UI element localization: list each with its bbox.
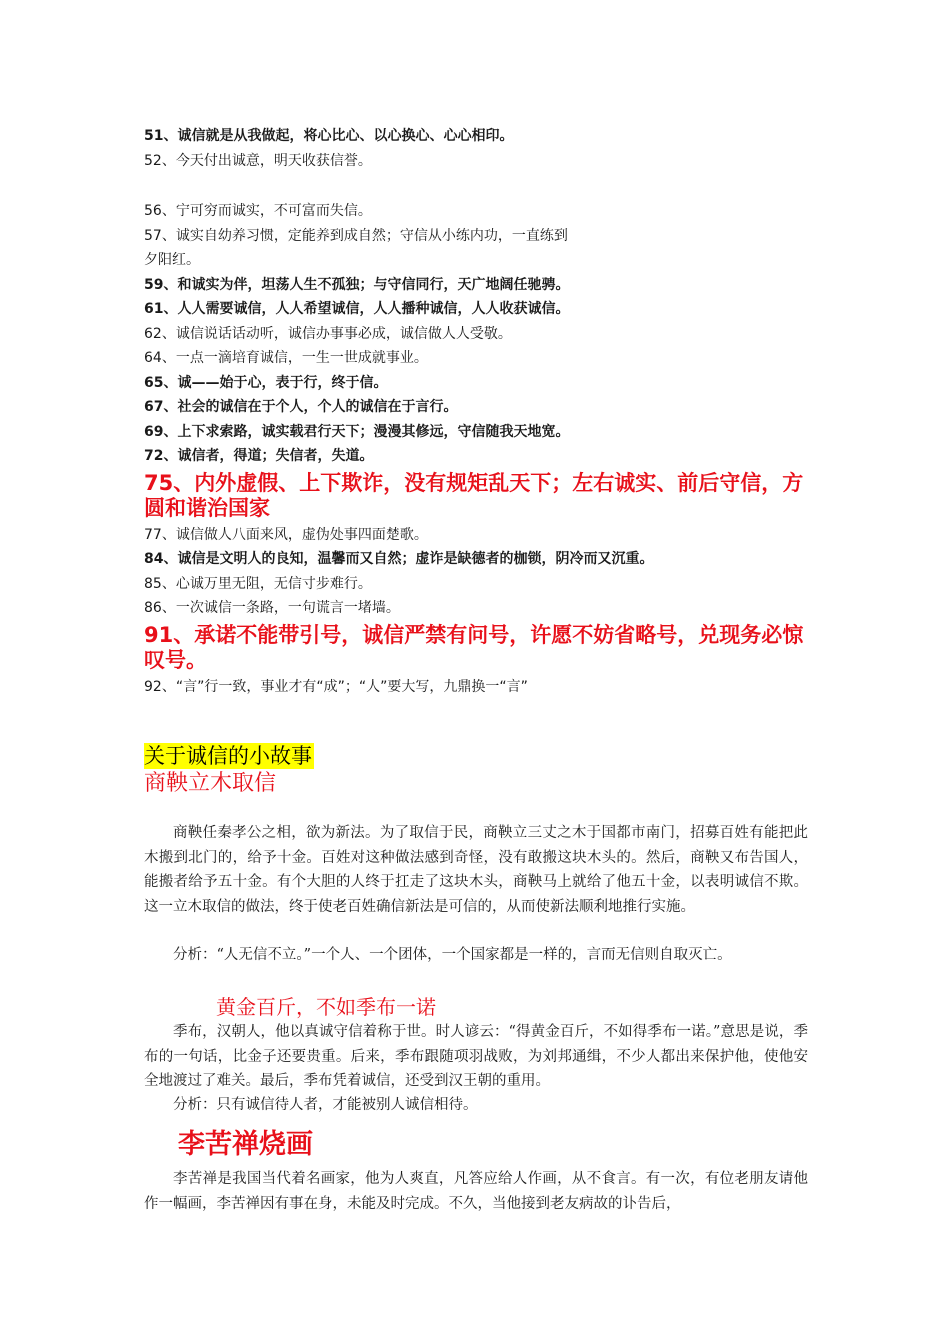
- slogan-line: 56、宁可穷而诚实，不可富而失信。: [144, 203, 372, 219]
- slogan-line: 72、诚信者，得道；失信者，失道。: [144, 448, 374, 464]
- story-analysis-jibu: 分析：只有诚信待人者，才能被别人诚信相待。: [173, 1097, 478, 1113]
- slogan-line: 92、“言”行一致，事业才有“成”；“人”要大写，九鼎换一“言”: [144, 678, 528, 695]
- slogan-line: 57、诚实自幼养习惯，定能养到成自然；守信从小练内功，一直练到: [144, 227, 568, 244]
- story-title-jibu: 黄金百斤，不如季布一诺: [216, 995, 436, 1019]
- slogan-line: 77、诚信做人八面来风，虚伪处事四面楚歌。: [144, 526, 428, 543]
- slogan-line: 59、和诚实为伴，坦荡人生不孤独；与守信同行，天广地阔任驰骋。: [144, 276, 570, 293]
- slogan-line: 夕阳红。: [144, 252, 200, 268]
- slogan-line: 86、一次诚信一条路，一句谎言一堵墙。: [144, 600, 400, 616]
- slogan-line: 67、社会的诚信在于个人，个人的诚信在于言行。: [144, 399, 458, 415]
- story-analysis-shangyang: 分析：“人无信不立。”一个人、一个团体，一个国家都是一样的，言而无信则自取灭亡。: [173, 947, 732, 963]
- story-paragraph-likuchan: 李苦禅是我国当代着名画家，他为人爽直，凡答应给人作画，从不食言。有一次，有位老朋友请他作一幅画，李苦禅因有事在身，未能及时完成。不久，当他接到老友病故的讣告后，: [144, 1171, 808, 1212]
- slogan-line: 51、诚信就是从我做起，将心比心、以心换心、心心相印。: [144, 128, 514, 144]
- slogan-line: 52、今天付出诚意，明天收获信誉。: [144, 152, 372, 169]
- slogan-list: [144, 124, 814, 699]
- slogan-line: 62、诚信说话话动听，诚信办事事必成，诚信做人人受敬。: [144, 325, 512, 342]
- slogan-line: 64、一点一滴培育诚信，一生一世成就事业。: [144, 350, 428, 366]
- highlight-slogan-line: 91、承诺不能带引号，诚信严禁有问号，许愿不妨省略号，兑现务必惊叹号。: [144, 622, 804, 672]
- story-title-shangyang: 商鞅立木取信: [144, 771, 277, 796]
- section-title: 关于诚信的小故事: [144, 744, 312, 768]
- story-paragraph-shangyang: 商鞅任秦孝公之相，欲为新法。为了取信于民，商鞅立三丈之木于国都市南门，招募百姓有能把此木搬到北门的，给予十金。百姓对这种做法感到奇怪，没有敢搬这块木头的。然后，商鞅又布告国人，能搬者给予五十金。有个大胆的人终于扛走了这块木头，商鞅马上就给了他五十金，以表明诚信不欺。这一立木取信的做法，终于使老百姓确信新法是可信的，从而使新法顺利地推行实施。: [144, 825, 808, 915]
- slogan-line: 84、诚信是文明人的良知，温馨而又自然；虚诈是缺德者的枷锁，阴冷而又沉重。: [144, 551, 654, 567]
- slogan-line: 65、诚——始于心，表于行，终于信。: [144, 374, 388, 391]
- slogan-line: 69、上下求索路，诚实载君行天下；漫漫其修远，守信随我天地宽。: [144, 423, 570, 440]
- slogan-line: 85、心诚万里无阻，无信寸步难行。: [144, 575, 372, 592]
- slogan-line: 61、人人需要诚信，人人希望诚信，人人播种诚信，人人收获诚信。: [144, 301, 570, 317]
- story-paragraph-jibu: 季布，汉朝人，他以真诚守信着称于世。时人谚云：“得黄金百斤，不如得季布一诺。”意思是说，季布的一句话，比金子还要贵重。后来，季布跟随项羽战败，为刘邦通缉，不少人都出来保护他，使他安全地渡过了难关。最后，季布凭着诚信，还受到汉王朝的重用。: [144, 1024, 808, 1089]
- story-title-likuchan: 李苦禅烧画: [178, 1129, 313, 1160]
- highlight-slogan-line: 75、内外虚假、上下欺诈，没有规矩乱天下；左右诚实、前后守信，方圆和谐治国家: [144, 470, 804, 520]
- blank-line: [144, 173, 814, 199]
